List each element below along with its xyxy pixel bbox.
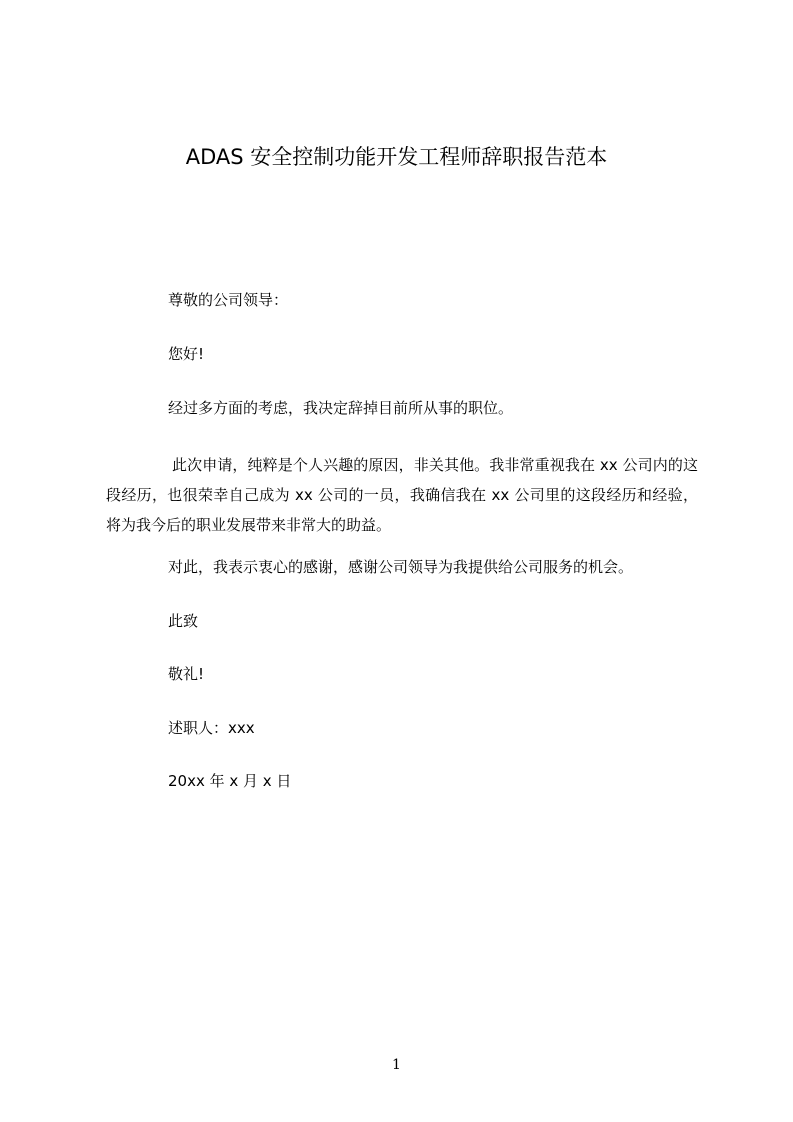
date-line: 20xx 年 x 月 x 日 xyxy=(168,772,292,790)
paragraph-decision: 经过多方面的考虑，我决定辞掉目前所从事的职位。 xyxy=(168,399,514,417)
document-title: ADAS 安全控制功能开发工程师辞职报告范本 xyxy=(185,145,608,169)
signature-line: 述职人：xxx xyxy=(168,719,255,737)
paragraph-thanks: 对此，我表示衷心的感谢，感谢公司领导为我提供给公司服务的机会。 xyxy=(168,558,634,576)
paragraph-reason: 此次申请，纯粹是个人兴趣的原因，非关其他。我非常重视我在 xx 公司内的这段经历，也很荣幸自己成为 xx 公司的一员，我确信我在 xx 公司里的这段经历和经验，将为我今后的职业发展带来非常大的助益。 xyxy=(106,456,698,534)
closing-regards: 敬礼! xyxy=(168,665,205,683)
page-number: 1 xyxy=(392,1057,401,1073)
closing-line: 此致 xyxy=(168,612,199,630)
salutation: 尊敬的公司领导： xyxy=(168,291,289,309)
greeting: 您好! xyxy=(168,345,205,363)
